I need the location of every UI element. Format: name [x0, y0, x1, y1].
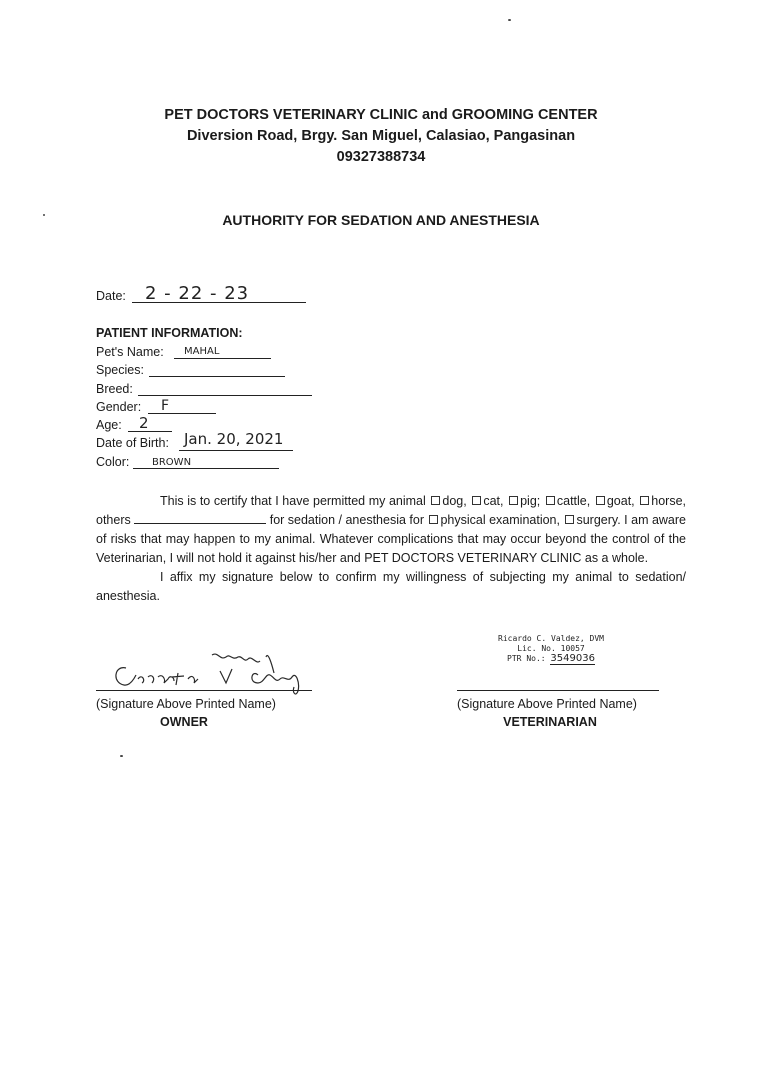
cattle-option-label: cattle, — [556, 494, 591, 508]
age-value: 2 — [139, 414, 149, 432]
color-line — [133, 468, 279, 469]
pig-option-label: pig; — [520, 494, 541, 508]
date-label: Date: — [96, 289, 126, 303]
goat-checkbox — [596, 496, 605, 505]
surgery-option-label: surgery. I am aware of risks that may happen to my animal. Whatever complications that may occur beyond the control of the Veterinarian, I will not hold it against his/her and PET DOCTORS VETERINARY CLINIC as a whole. — [96, 513, 686, 565]
vet-stamp-ptr-value: 3549036 — [550, 653, 595, 664]
date-value: 2 - 22 - 23 — [145, 283, 250, 304]
pet-name-line — [174, 358, 271, 359]
goat-option-label: goat, — [606, 494, 635, 508]
physical-exam-checkbox — [429, 515, 438, 524]
vet-stamp — [486, 634, 616, 664]
vet-stamp-ptr-label: PTR No.: — [507, 654, 546, 663]
breed-label: Breed: — [96, 382, 133, 396]
certification-purpose: for sedation / anesthesia for — [269, 513, 424, 527]
horse-checkbox — [640, 496, 649, 505]
horse-option-label: horse, others — [96, 494, 687, 527]
patient-info-heading: PATIENT INFORMATION: — [96, 326, 243, 340]
pig-checkbox — [509, 496, 518, 505]
species-label: Species: — [96, 363, 144, 377]
certification-text — [96, 492, 686, 606]
clinic-phone: 09327388734 — [336, 149, 426, 165]
vet-role-label: VETERINARIAN — [503, 715, 597, 729]
breed-line — [138, 395, 312, 396]
dob-value: Jan. 20, 2021 — [184, 430, 284, 448]
physical-exam-option-label: physical examination, — [440, 513, 560, 527]
color-value: BROWN — [152, 457, 192, 468]
dog-checkbox — [431, 496, 440, 505]
gender-label: Gender: — [96, 400, 142, 414]
cattle-checkbox — [546, 496, 555, 505]
owner-signature-line — [96, 690, 312, 691]
dog-option-label: dog, — [442, 494, 467, 508]
pet-name-label: Pet's Name: — [96, 345, 164, 359]
surgery-checkbox — [565, 515, 574, 524]
clinic-address: Diversion Road, Brgy. San Miguel, Calasiao, Pangasinan — [186, 128, 576, 144]
certification-paragraph — [96, 492, 686, 568]
owner-role-label: OWNER — [160, 715, 208, 729]
vet-stamp-license: Lic. No. 10057 — [517, 644, 585, 653]
others-blank — [134, 512, 266, 524]
vet-stamp-ptr — [486, 654, 616, 664]
cat-checkbox — [472, 496, 481, 505]
vet-signature-caption: (Signature Above Printed Name) — [457, 697, 637, 711]
affirmation-paragraph: I affix my signature below to confirm my willingness of subjecting my animal to sedation/ anesthesia. — [96, 570, 686, 603]
species-line — [149, 376, 285, 377]
scan-speck — [120, 755, 123, 757]
form-title: AUTHORITY FOR SEDATION AND ANESTHESIA — [222, 212, 540, 228]
owner-signature-caption: (Signature Above Printed Name) — [96, 697, 276, 711]
pet-name-value: MAHAL — [184, 346, 220, 357]
cat-option-label: cat, — [483, 494, 504, 508]
vet-stamp-name: Ricardo C. Valdez, DVM — [498, 634, 604, 643]
gender-value: F — [161, 398, 170, 414]
clinic-name: PET DOCTORS VETERINARY CLINIC and GROOMING CENTER — [164, 107, 598, 123]
age-label: Age: — [96, 418, 122, 432]
certification-intro: This is to certify that I have permitted my animal — [160, 494, 426, 508]
dob-line — [179, 450, 293, 451]
gender-line — [148, 413, 216, 414]
scan-speck — [508, 19, 511, 21]
dob-label: Date of Birth: — [96, 436, 169, 450]
age-line — [128, 431, 172, 432]
color-label: Color: — [96, 455, 130, 469]
vet-signature-line — [457, 690, 659, 691]
